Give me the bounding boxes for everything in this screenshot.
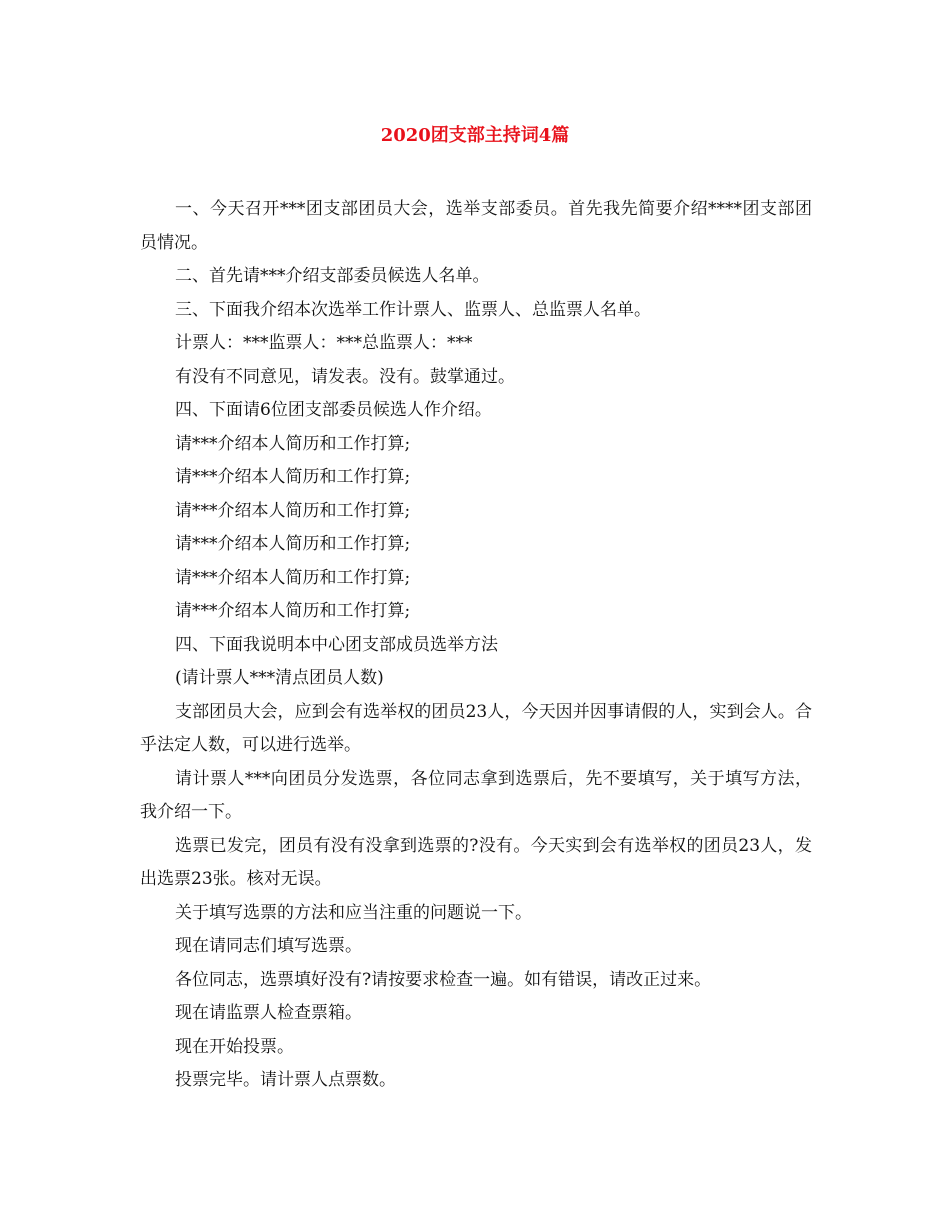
- paragraph: 一、今天召开***团支部团员大会，选举支部委员。首先我先简要介绍****团支部团员情况。: [140, 199, 812, 253]
- document-title: 2020团支部主持词4篇: [380, 125, 570, 146]
- paragraph: 关于填写选票的方法和应当注重的问题说一下。: [175, 902, 532, 923]
- paragraph: 请***介绍本人简历和工作打算;: [175, 601, 411, 621]
- paragraph: 二、首先请***介绍支部委员候选人名单。: [175, 266, 490, 286]
- paragraph: 请***介绍本人简历和工作打算;: [175, 534, 411, 554]
- paragraph: 请***介绍本人简历和工作打算;: [175, 500, 411, 521]
- paragraph: 请计票人***向团员分发选票，各位同志拿到选票后，先不要填写，关于填写方法，我介绍一下。: [140, 768, 812, 822]
- paragraph: 请***介绍本人简历和工作打算;: [175, 467, 411, 487]
- paragraph: 选票已发完，团员有没有没拿到选票的?没有。今天实到会有选举权的团员23人，发出选票23张。核对无误。: [140, 835, 812, 889]
- paragraph: 现在开始投票。: [175, 1036, 294, 1057]
- paragraph: 现在请监票人检查票箱。: [175, 1003, 362, 1023]
- paragraph: 支部团员大会，应到会有选举权的团员23人，今天因并因事请假的人，实到会人。合乎法定人数，可以进行选举。: [140, 701, 812, 755]
- paragraph: 现在请同志们填写选票。: [175, 936, 362, 956]
- paragraph: 投票完毕。请计票人点票数。: [175, 1070, 396, 1090]
- paragraph: (请计票人***清点团员人数): [175, 668, 384, 688]
- paragraph: 有没有不同意见，请发表。没有。鼓掌通过。: [175, 366, 515, 387]
- document-body: [140, 193, 812, 1098]
- paragraph: 各位同志，选票填好没有?请按要求检查一遍。如有错误，请改正过来。: [175, 969, 712, 990]
- paragraph: 请***介绍本人简历和工作打算;: [175, 567, 411, 588]
- paragraph: 计票人：***监票人：***总监票人：***: [175, 333, 473, 353]
- paragraph: 四、下面我说明本中心团支部成员选举方法: [175, 634, 498, 655]
- paragraph: 四、下面请6位团支部委员候选人作介绍。: [175, 400, 492, 420]
- paragraph: 请***介绍本人简历和工作打算;: [175, 433, 411, 454]
- paragraph: 三、下面我介绍本次选举工作计票人、监票人、总监票人名单。: [175, 299, 651, 320]
